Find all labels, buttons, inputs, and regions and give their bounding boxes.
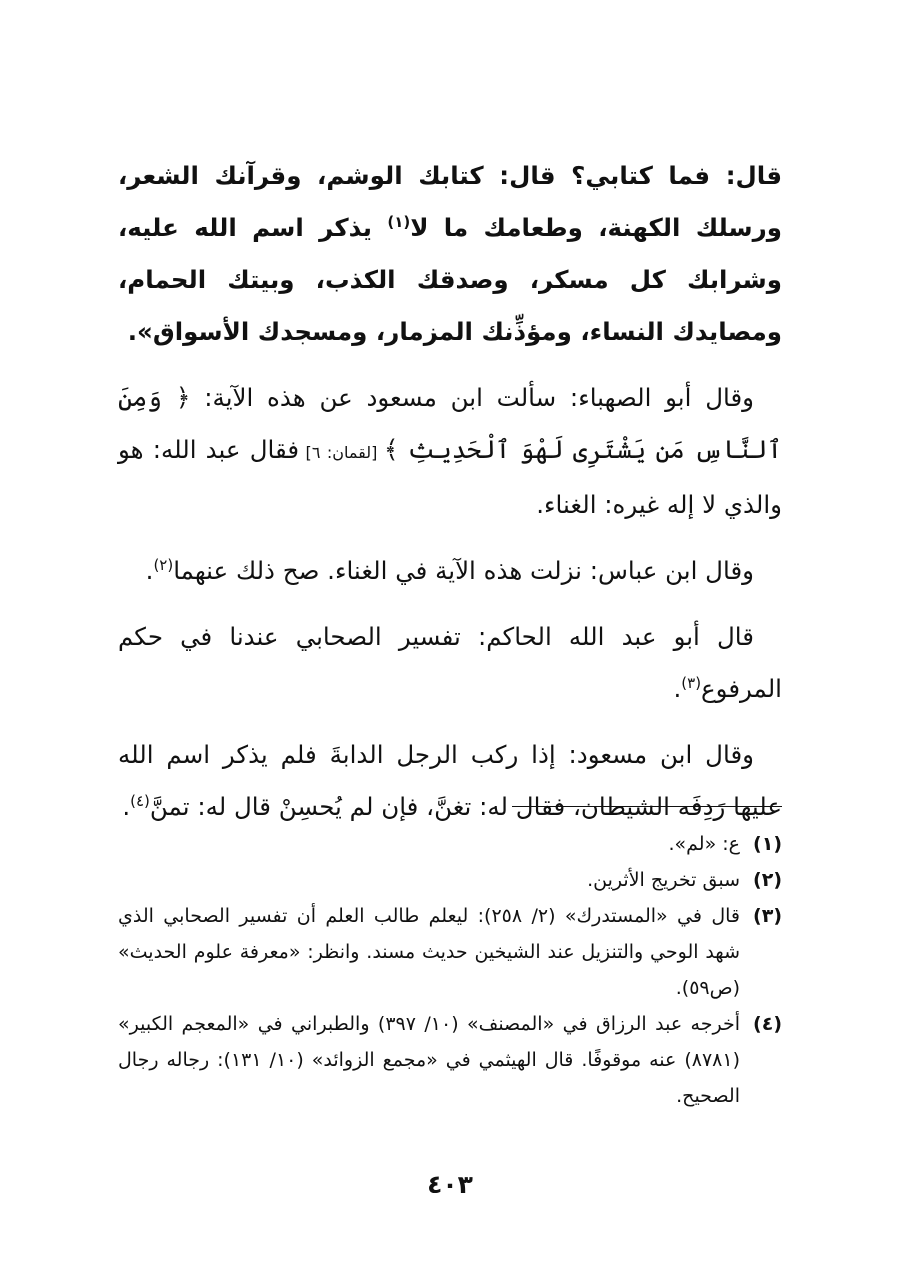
footnote-text: أخرجه عبد الرزاق في «المصنف» (١٠/ ٣٩٧) والطبراني في «المعجم الكبير» (٨٧٨١) عنه موقوفًا. قال الهيثمي في «مجمع الزوائد» (١٠/ ١٣١): رجاله رجال الصحيح. [118, 1013, 741, 1107]
footnote-item [118, 862, 782, 898]
paragraph-text: . [673, 674, 682, 703]
footnote-text: سبق تخريج الأثرين. [587, 869, 740, 891]
paragraph-ibn-abbas [118, 545, 782, 597]
footnote-ref-1[interactable]: (١) [387, 213, 411, 231]
footnote-number: (٤) [753, 1013, 782, 1035]
paragraph-text: فقال عبد الله: هو والذي لا إله غيره: الغناء. [118, 435, 782, 519]
quran-verse: ﴿ وَمِنَ ٱلنَّاسِ مَن يَشْتَرِى لَهْوَ ٱلْحَدِيثِ ﴾ [118, 383, 782, 464]
footnote-text: ع: «لم». [668, 833, 740, 855]
footnotes [118, 826, 782, 1114]
footnote-number: (٣) [753, 905, 782, 927]
paragraph-text: . [122, 792, 131, 821]
footnote-number: (١) [753, 833, 782, 855]
paragraph-ibn-masud [118, 729, 782, 833]
page-number: ٤٠٣ [427, 1170, 473, 1199]
paragraph-text: قال: فما كتابي؟ قال: كتابك الوشم، وقرآنك الشعر، ورسلك الكهنة، وطعامك ما لا [118, 161, 782, 242]
verse-citation: [لقمان: ٦] [299, 443, 384, 462]
footnote-item [118, 826, 782, 862]
paragraph-text: وقال ابن عباس: نزلت هذه الآية في الغناء. صح ذلك عنهما [173, 556, 754, 585]
footnote-divider [512, 806, 782, 807]
paragraph-text: يذكر اسم الله عليه، وشرابك كل مسكر، وصدقك الكذب، وبيتك الحمام، ومصايدك النساء، ومؤذِّنك المزمار، ومسجدك الأسواق». [118, 213, 782, 346]
paragraph-hakim [118, 611, 782, 715]
paragraph-text: . [145, 556, 154, 585]
footnote-ref-3[interactable]: (٣) [681, 674, 702, 692]
footnote-number: (٢) [753, 869, 782, 891]
paragraph-text: قال أبو عبد الله الحاكم: تفسير الصحابي عندنا في حكم المرفوع [118, 622, 782, 703]
footnote-text: قال في «المستدرك» (٢/ ٢٥٨): ليعلم طالب العلم أن تفسير الصحابي الذي شهد الوحي والتنزيل عند الشيخين حديث مسند. وانظر: «معرفة علوم الحديث» (ص٥٩). [118, 905, 740, 999]
footnote-item [118, 898, 782, 1006]
paragraph-abu-sahba [118, 372, 782, 531]
footnote-item [118, 1006, 782, 1114]
footnote-ref-2[interactable]: (٢) [153, 556, 174, 574]
paragraph-text: وقال أبو الصهباء: سألت ابن مسعود عن هذه الآية: [190, 383, 755, 412]
footnote-ref-4[interactable]: (٤) [130, 792, 150, 810]
paragraph-text: وقال ابن مسعود: إذا ركب الرجل الدابةَ فلم يذكر اسم الله عليها رَدِفَه الشيطان، فقال له: تغنَّ، فإن لم يُحسِنْ قال له: تمنَّ [118, 740, 782, 821]
main-text [118, 150, 782, 833]
paragraph-hadith-end [118, 150, 782, 358]
